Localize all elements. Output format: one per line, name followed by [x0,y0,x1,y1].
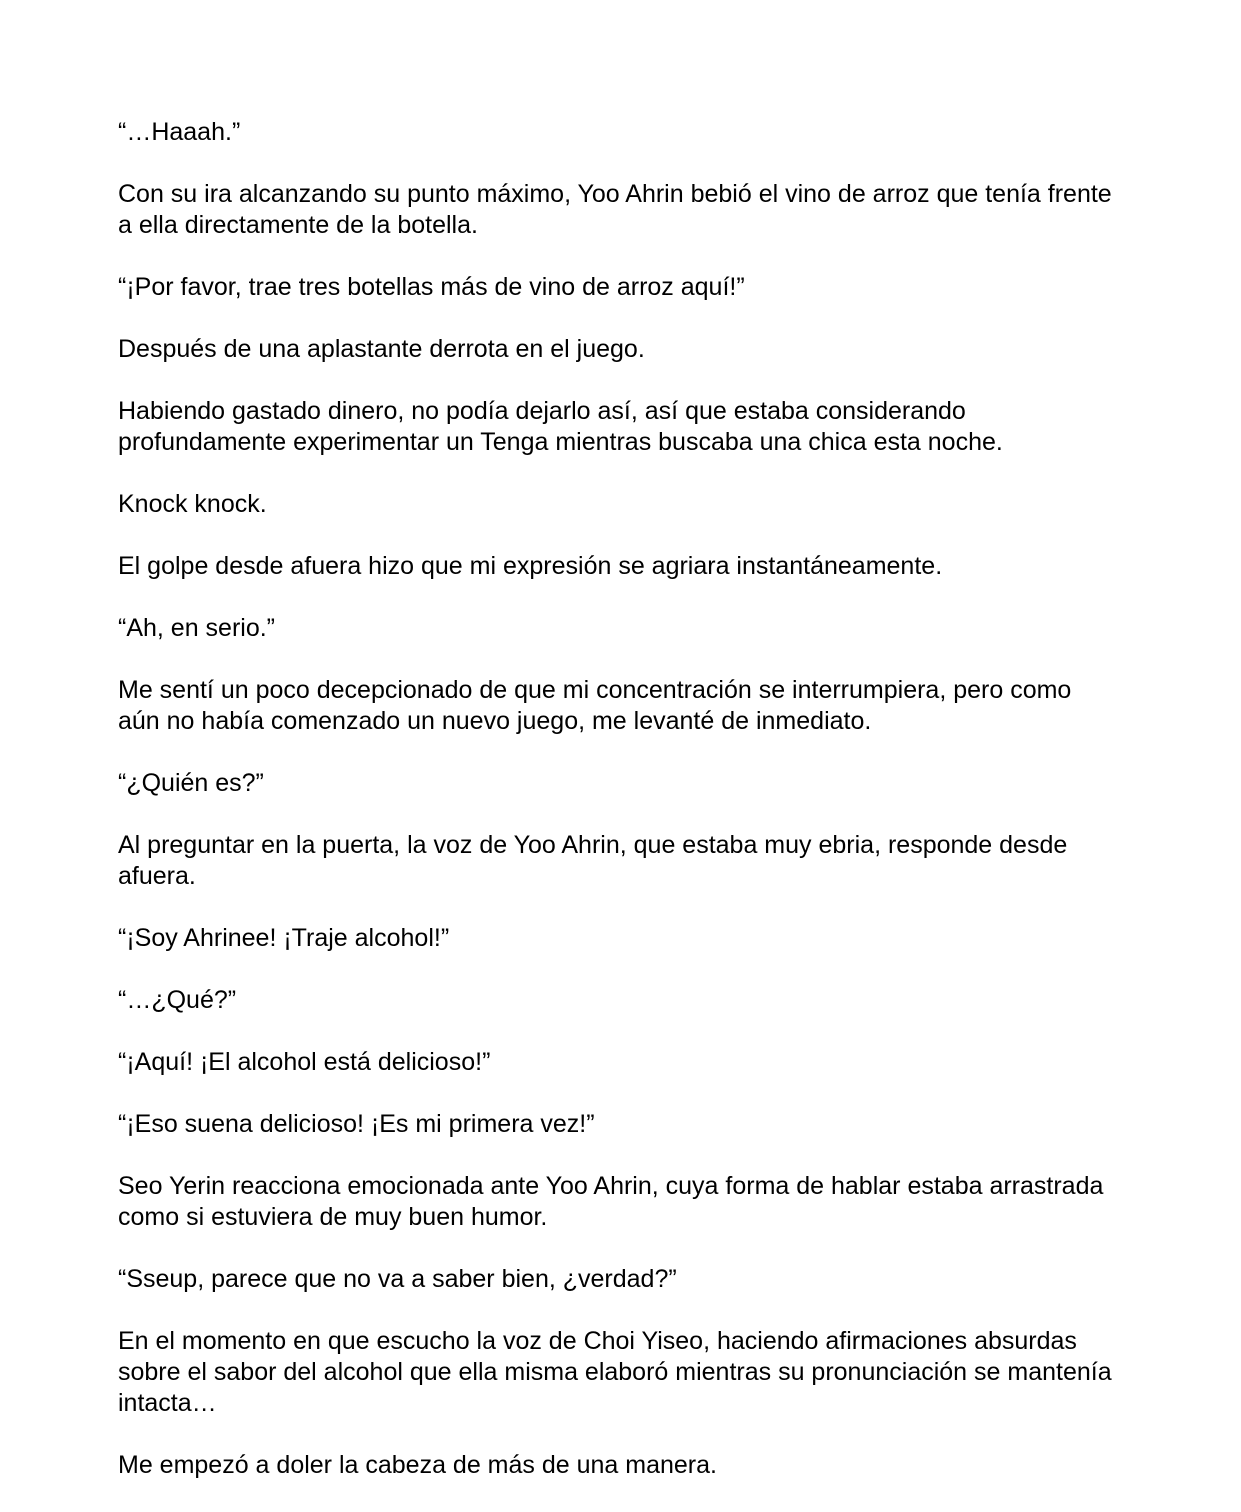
paragraph: En el momento en que escucho la voz de Choi Yiseo, haciendo afirmaciones absurdas sobre el sabor del alcohol que ella misma elaboró mientras su pronunciación se mantenía intacta… [118,1327,1112,1417]
paragraph: “…Haaah.” [118,118,241,146]
document-body [118,117,1118,1512]
paragraph: Con su ira alcanzando su punto máximo, Yoo Ahrin bebió el vino de arroz que tenía frente a ella directamente de la botella. [118,180,1112,239]
paragraph: Me empezó a doler la cabeza de más de una manera. [118,1451,717,1479]
paragraph: “Ah, en serio.” [118,614,276,642]
paragraph: Knock knock. [118,490,267,518]
paragraph: “…¿Qué?” [118,986,237,1014]
paragraph: Después de una aplastante derrota en el juego. [118,335,645,363]
paragraph: Al preguntar en la puerta, la voz de Yoo Ahrin, que estaba muy ebria, responde desde afuera. [118,831,1068,890]
paragraph: “¡Por favor, trae tres botellas más de vino de arroz aquí!” [118,273,745,301]
paragraph: Seo Yerin reacciona emocionada ante Yoo Ahrin, cuya forma de hablar estaba arrastrada como si estuviera de muy buen humor. [118,1172,1104,1231]
paragraph: El golpe desde afuera hizo que mi expresión se agriara instantáneamente. [118,552,943,580]
paragraph: “¿Quién es?” [118,769,264,797]
paragraph: “¡Aquí! ¡El alcohol está delicioso!” [118,1048,491,1076]
paragraph: “Sseup, parece que no va a saber bien, ¿verdad?” [118,1265,677,1293]
paragraph: “¡Soy Ahrinee! ¡Traje alcohol!” [118,924,450,952]
paragraph: Me sentí un poco decepcionado de que mi concentración se interrumpiera, pero como aún no había comenzado un nuevo juego, me levanté de inmediato. [118,676,1072,735]
paragraph: “¡Eso suena delicioso! ¡Es mi primera vez!” [118,1110,595,1138]
paragraph: Habiendo gastado dinero, no podía dejarlo así, así que estaba considerando profundamente experimentar un Tenga mientras buscaba una chica esta noche. [118,397,1003,456]
